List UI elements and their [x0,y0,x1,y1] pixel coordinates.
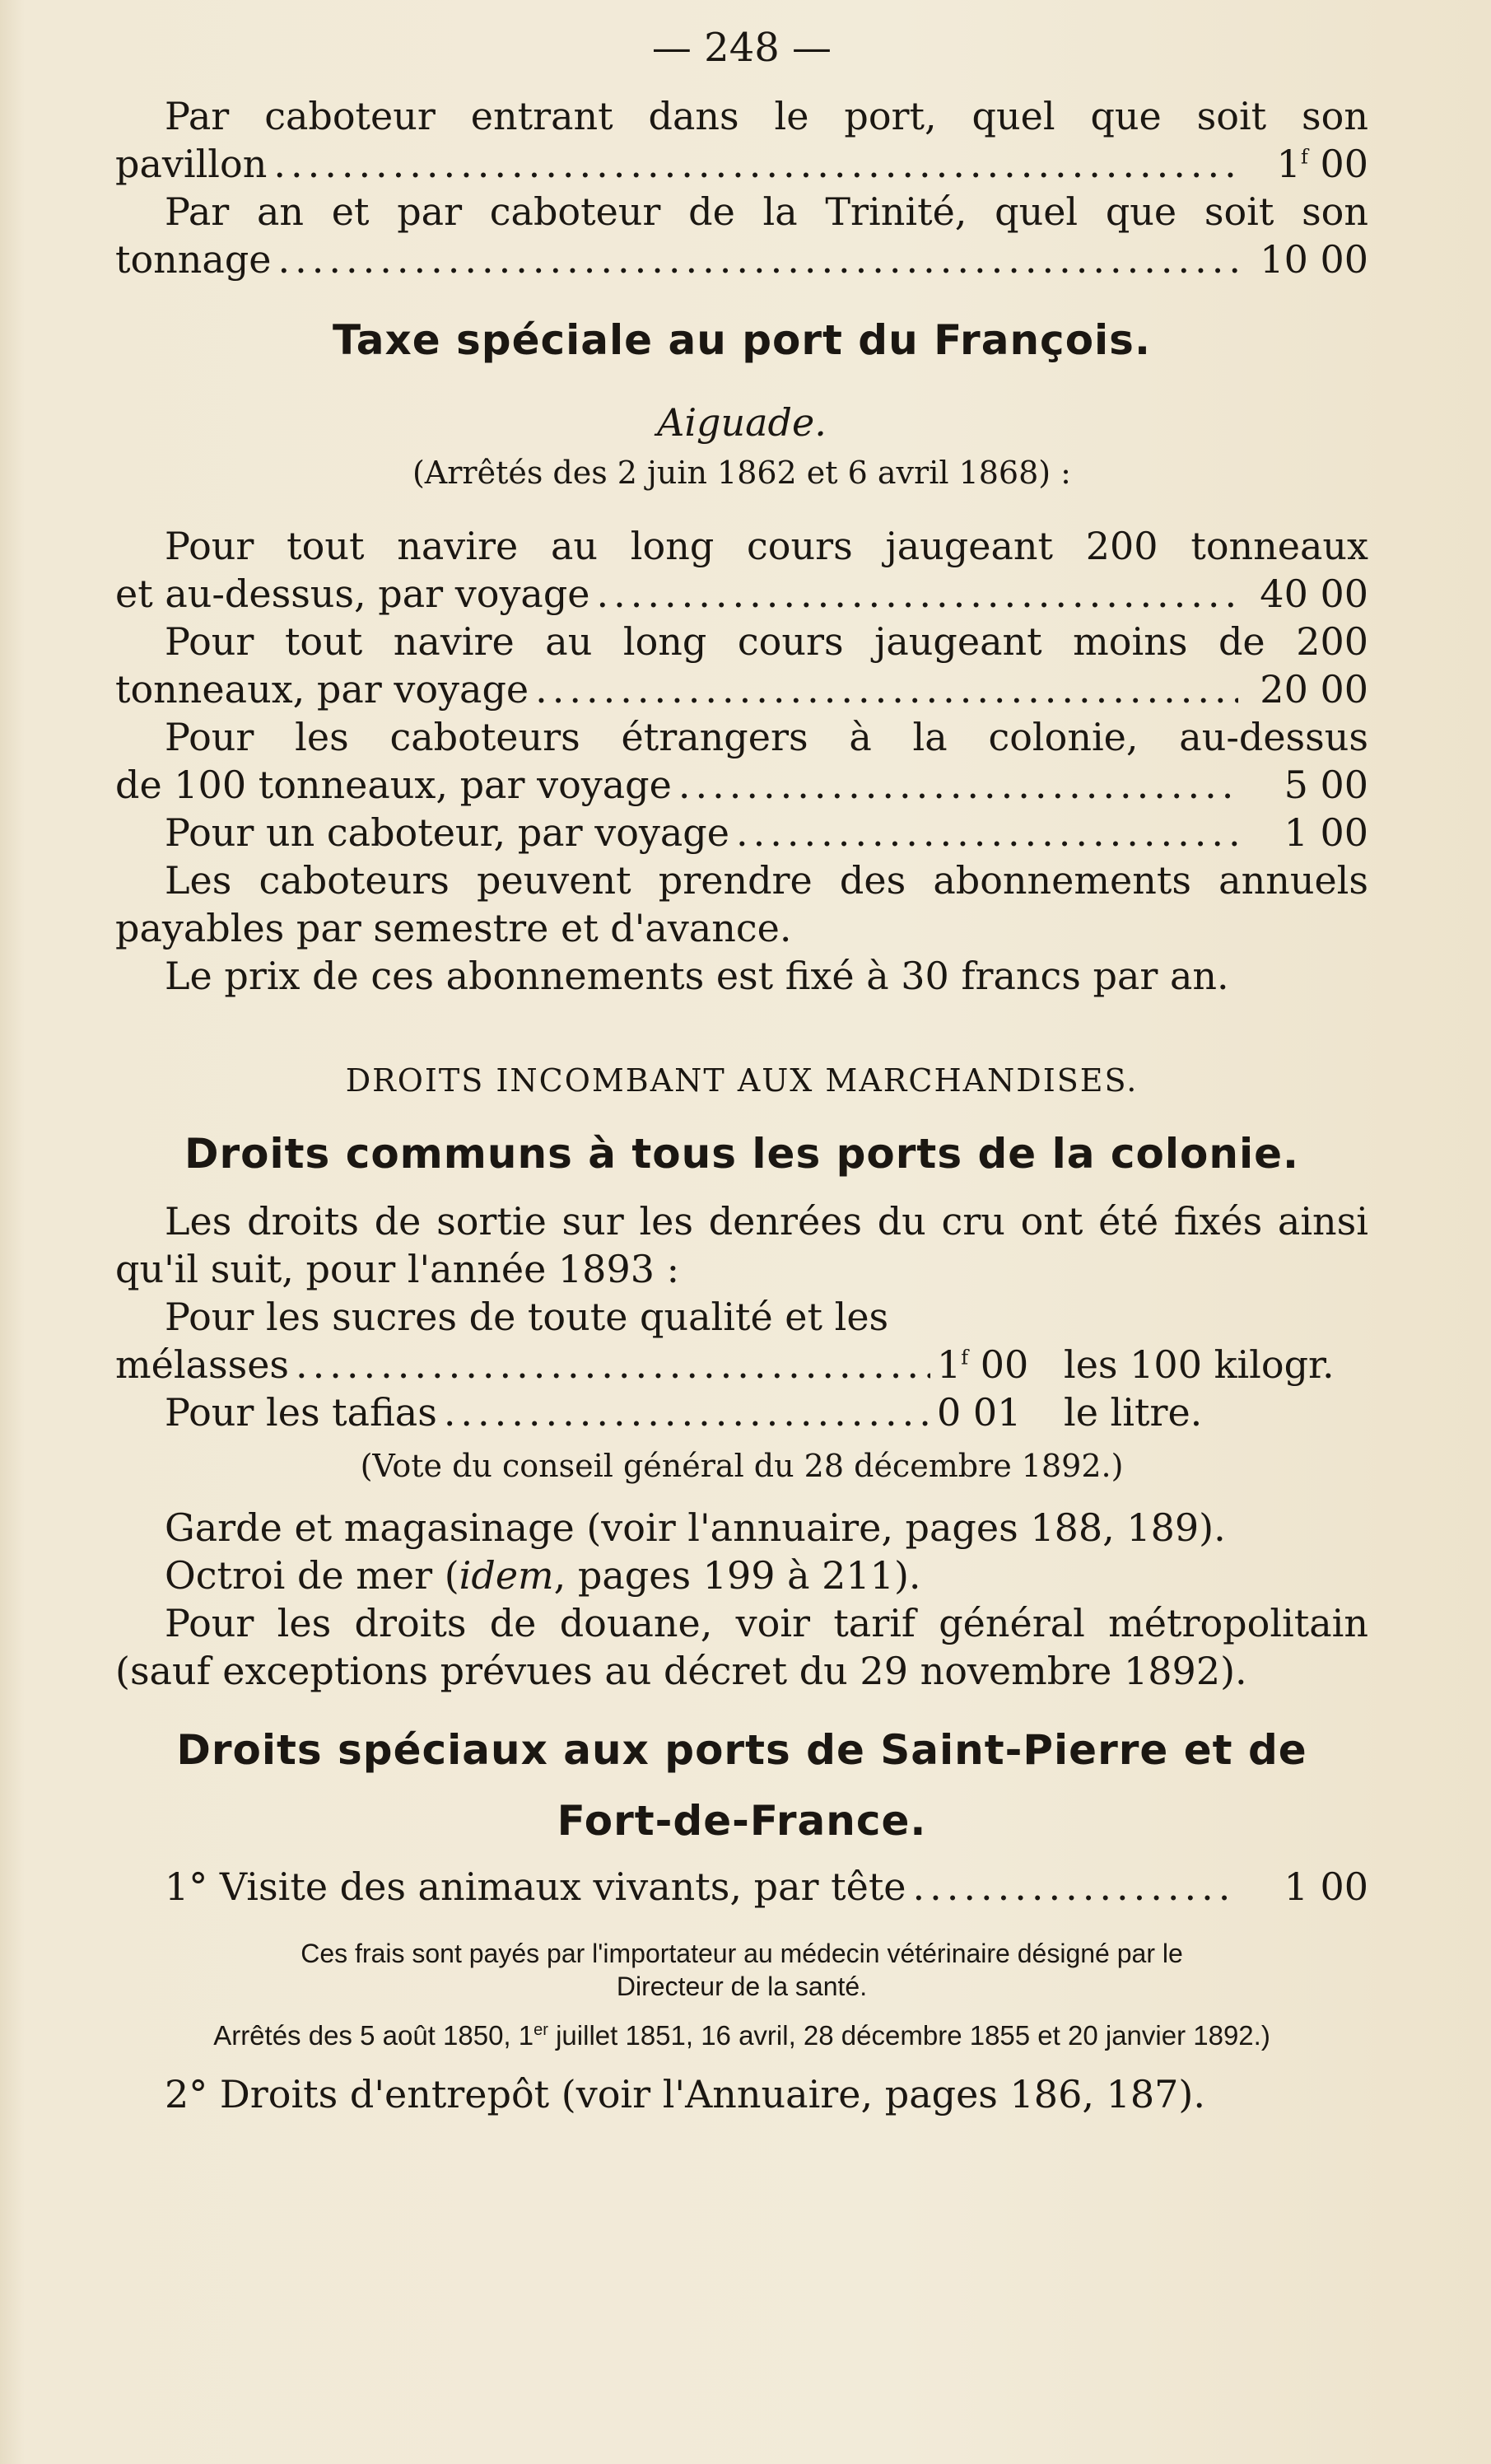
amount: 1 00 [1284,1864,1368,1909]
text-line: Pour tout navire au long cours jaugeant moins de 200 [165,619,1368,664]
unit: le litre. [1064,1390,1203,1435]
dot-leader [444,1388,930,1436]
tariff-line-tonnage: tonnage ..... 10 00 [115,236,1368,283]
droits-speciaux-block [115,1863,1368,1911]
dot-leader [278,236,1238,283]
text-line: Les droits de sortie sur les denrées du cru ont été fixés ainsi [165,1199,1368,1244]
dot-leader [296,1341,930,1388]
text-line: qu'il suit, pour l'année 1893 : [115,1247,680,1291]
text-line: Par caboteur entrant dans le port, quel que soit son [165,94,1368,138]
tariff-line: de 100 tonneaux, par voyage ..... 5 00 [115,761,1368,809]
tariff-line-visite: 1° Visite des animaux vivants, par tête ..... 1 00 [115,1863,1368,1911]
amount: 10 00 [1260,237,1368,282]
section-title-droits-speciaux-1: Droits spéciaux aux ports de Saint-Pierre et de [176,1726,1307,1774]
section-title-francois: Taxe spéciale au port du François. [333,316,1151,364]
unit: les 100 kilogr. [1064,1342,1335,1387]
text-line: Pour les droits de douane, voir tarif général métropolitain [165,1601,1368,1645]
dot-leader [678,761,1238,809]
droits-references-block [115,1504,1368,1695]
entrepot-line: 2° Droits d'entrepôt (voir l'Annuaire, pages 186, 187). [165,2072,1205,2116]
amount: 40 00 [1260,572,1368,616]
text-line: Octroi de mer ( idem , pages 199 à 211). [165,1553,921,1598]
section-heading-marchandises: DROITS INCOMBANT AUX MARCHANDISES. [345,1062,1139,1099]
tariff-line: tonneaux, par voyage ..... 20 00 [115,665,1368,713]
dot-leader [913,1863,1238,1911]
caboteur-tariff-block [115,92,1368,283]
arretes-reference: (Arrêtés des 2 juin 1862 et 6 avril 1868) : [412,455,1071,491]
text-line: Le prix de ces abonnements est fixé à 30 francs par an. [165,954,1229,998]
aiguade-tariff-block [115,522,1368,1000]
dot-leader [273,140,1238,188]
tariff-line-pavillon: pavillon ..... 1$^f$ 00 [115,140,1368,188]
tariff-line-melasses: mélasses ..... 1$^f$ 00 les 100 kilogr. [115,1341,1368,1388]
text-line: Par an et par caboteur de la Trinité, quel que soit son [165,189,1368,234]
amount: 20 00 [1260,667,1368,712]
amount: 1$^f$ 00 [1276,142,1368,186]
tariff-line-tafias: Pour les tafias ..... 0 01 le litre. [115,1388,1368,1436]
vote-reference: (Vote du conseil général du 28 décembre 1892.) [360,1448,1124,1484]
amount: 1 00 [1284,810,1368,855]
tariff-line: et au-dessus, par voyage ..... 40 00 [115,570,1368,618]
page-number: — 248 — [651,25,832,71]
tariff-line: Pour un caboteur, par voyage ..... 1 00 [115,809,1368,856]
section-title-droits-speciaux-2: Fort-de-France. [557,1797,927,1845]
text-line: (sauf exceptions prévues au décret du 29 novembre 1892). [115,1649,1247,1693]
droits-communs-block [115,1197,1368,1436]
text-line: Pour les sucres de toute qualité et les [165,1295,889,1339]
amount: 5 00 [1284,763,1368,807]
amount: 0 01 [937,1390,1022,1435]
amount: 1$^f$ 00 [937,1342,1029,1387]
section-title-droits-communs: Droits communs à tous les ports de la colonie. [184,1130,1300,1178]
dot-leader [535,665,1238,713]
arretes-dates: Arrêtés des 5 août 1850, 1er juillet 1851, 16 avril, 28 décembre 1855 et 20 janvier 1892.) [213,2020,1270,2051]
text-line: Pour les caboteurs étrangers à la colonie, au-dessus [165,715,1368,759]
note-veterinaire: Ces frais sont payés par l'importateur au médecin vétérinaire désigné par le Directeur de la santé. [301,1939,1183,2001]
subtitle-aiguade: Aiguade. [657,400,827,445]
dot-leader [597,570,1238,618]
text-line: Pour tout navire au long cours jaugeant 200 tonneaux [165,524,1368,568]
dot-leader [736,809,1238,856]
text-line: payables par semestre et d'avance. [115,906,792,950]
text-line: Garde et magasinage (voir l'annuaire, pages 188, 189). [165,1505,1226,1550]
text-line: Les caboteurs peuvent prendre des abonnements annuels [165,858,1368,903]
